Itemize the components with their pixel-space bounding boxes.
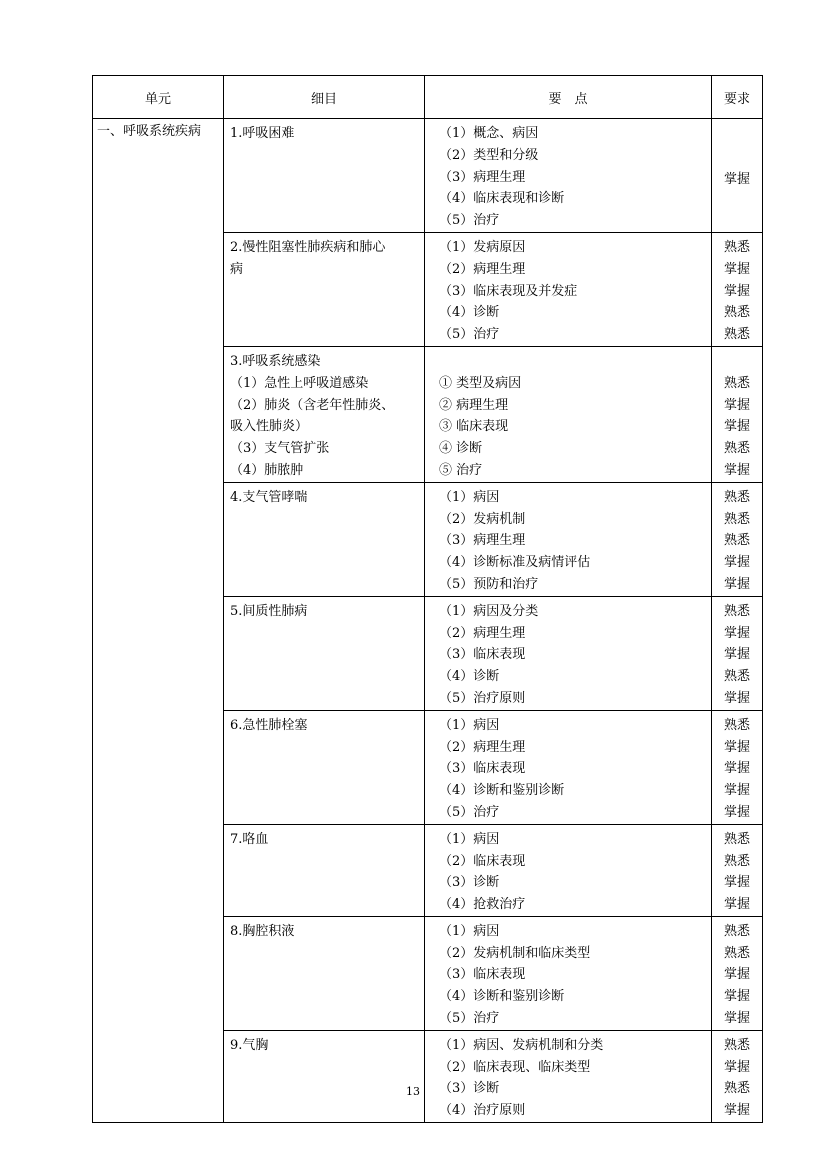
requirement-value: 掌握 [723, 462, 750, 478]
requirement-value: 掌握 [723, 576, 750, 592]
points-cell [425, 824, 712, 916]
requirement-value: 掌握 [723, 1059, 750, 1075]
requirement-cell [712, 482, 763, 596]
item-line: （2）肺炎（含老年性肺炎、 [230, 397, 395, 413]
unit-name: 一、呼吸系统疾病 [97, 124, 202, 139]
requirement-value: 掌握 [723, 261, 750, 277]
requirement-value: 熟悉 [723, 603, 750, 619]
point-line: （3）临床表现 [439, 967, 526, 983]
points-cell [425, 119, 712, 233]
point-line: （4）临床表现和诊断 [439, 191, 565, 207]
requirement-value: 熟悉 [723, 669, 750, 685]
point-line: （3）诊断 [439, 1081, 500, 1097]
header-row [93, 76, 763, 119]
table-row [93, 119, 763, 233]
point-line: （3）病理生理 [439, 169, 526, 185]
point-line: （2）病理生理 [439, 739, 526, 755]
item-cell [224, 119, 425, 233]
syllabus-table [92, 75, 763, 1123]
point-line [439, 351, 711, 373]
requirement-cell [712, 119, 763, 233]
requirement-value: 熟悉 [723, 1081, 750, 1097]
point-line: （2）病理生理 [439, 625, 526, 641]
requirement-value: 熟悉 [723, 511, 750, 527]
requirement-value: 掌握 [723, 967, 750, 983]
requirement-value: 掌握 [723, 989, 750, 1005]
item-line: 9.气胸 [230, 1037, 269, 1053]
requirement-value: 熟悉 [723, 533, 750, 549]
item-cell [224, 710, 425, 824]
item-cell [224, 824, 425, 916]
point-line: （4）诊断 [439, 305, 500, 321]
points-cell [425, 596, 712, 710]
requirement-cell [712, 346, 763, 482]
point-line: （4）诊断标准及病情评估 [439, 555, 591, 571]
point-line: （1）病因 [439, 717, 500, 733]
point-line: （4）抢救治疗 [439, 897, 526, 913]
item-cell [224, 346, 425, 482]
requirement-cell [712, 710, 763, 824]
requirement-value: 掌握 [723, 1103, 750, 1119]
unit-cell [93, 119, 224, 1123]
item-line: 7.咯血 [230, 831, 269, 847]
point-line: ① 类型及病因 [439, 375, 522, 391]
requirement-cell [712, 916, 763, 1030]
point-line: （5）治疗原则 [439, 690, 526, 706]
header-requirement: 要求 [712, 76, 763, 119]
item-line: （3）支气管扩张 [230, 441, 330, 457]
requirement-value: 掌握 [723, 283, 750, 299]
point-line: ③ 临床表现 [439, 419, 509, 435]
requirement-value: 熟悉 [723, 923, 750, 939]
item-cell [224, 232, 425, 346]
requirement-cell [712, 1030, 763, 1122]
header-point: 要 点 [425, 76, 712, 119]
requirement-value: 掌握 [723, 171, 750, 187]
point-line: （2）发病机制和临床类型 [439, 945, 591, 961]
requirement-value: 熟悉 [723, 945, 750, 961]
point-line: （2）临床表现 [439, 853, 526, 869]
requirement-value: 掌握 [723, 897, 750, 913]
item-line: （1）急性上呼吸道感染 [230, 375, 369, 391]
point-line: （5）治疗 [439, 327, 500, 343]
requirement-value: 熟悉 [723, 853, 750, 869]
point-line: （2）病理生理 [439, 261, 526, 277]
header-item: 细目 [224, 76, 425, 119]
item-line: 4.支气管哮喘 [230, 489, 308, 505]
requirement-value: 熟悉 [723, 305, 750, 321]
point-line: （3）病理生理 [439, 533, 526, 549]
point-line: （5）治疗 [439, 1011, 500, 1027]
point-line: （5）治疗 [439, 804, 500, 820]
requirement-value: 掌握 [723, 761, 750, 777]
point-line: （1）病因 [439, 923, 500, 939]
point-line: （4）诊断和鉴别诊断 [439, 783, 565, 799]
requirement-value: 掌握 [723, 804, 750, 820]
item-cell [224, 1030, 425, 1122]
points-cell [425, 710, 712, 824]
point-line: ④ 诊断 [439, 441, 483, 457]
item-line: 3.呼吸系统感染 [230, 353, 321, 369]
requirement-value: 掌握 [723, 783, 750, 799]
point-line: （2）临床表现、临床类型 [439, 1059, 591, 1075]
requirement-cell [712, 596, 763, 710]
item-line: 8.胸腔积液 [230, 923, 295, 939]
point-line: （1）病因 [439, 489, 500, 505]
header-unit: 单元 [93, 76, 224, 119]
point-line: （3）诊断 [439, 875, 500, 891]
points-cell [425, 346, 712, 482]
item-line: 吸入性肺炎） [230, 419, 309, 435]
item-cell [224, 596, 425, 710]
point-line: （3）临床表现 [439, 761, 526, 777]
points-cell [425, 916, 712, 1030]
item-line: （4）肺脓肿 [230, 462, 304, 478]
point-line: （1）病因及分类 [439, 603, 539, 619]
point-line: （2）发病机制 [439, 511, 526, 527]
requirement-value: 掌握 [723, 555, 750, 571]
item-line: 1.呼吸困难 [230, 126, 295, 141]
point-line: （3）临床表现及并发症 [439, 283, 578, 299]
page-number: 13 [406, 1085, 420, 1098]
item-line: 病 [230, 261, 244, 277]
requirement-value: 掌握 [723, 397, 750, 413]
requirement-value: 熟悉 [723, 1037, 750, 1053]
requirement-value: 掌握 [723, 690, 750, 706]
point-line: （1）病因 [439, 831, 500, 847]
requirement-value: 熟悉 [723, 489, 750, 505]
item-line: 6.急性肺栓塞 [230, 717, 308, 733]
point-line: （1）发病原因 [439, 239, 526, 255]
point-line: （4）诊断 [439, 669, 500, 685]
table-body [93, 119, 763, 1123]
requirement-value: 掌握 [723, 739, 750, 755]
requirement-value: 掌握 [723, 875, 750, 891]
point-line: （1）病因、发病机制和分类 [439, 1037, 604, 1053]
requirement-value: 掌握 [723, 1011, 750, 1027]
point-line: （4）治疗原则 [439, 1103, 526, 1119]
point-line: （3）临床表现 [439, 647, 526, 663]
requirement-cell [712, 232, 763, 346]
points-cell [425, 232, 712, 346]
point-line: （5）预防和治疗 [439, 576, 539, 592]
point-line: （2）类型和分级 [439, 147, 539, 163]
requirement-value: 熟悉 [723, 327, 750, 343]
item-cell [224, 482, 425, 596]
requirement-value: 熟悉 [723, 831, 750, 847]
points-cell [425, 482, 712, 596]
requirement-value: 掌握 [723, 647, 750, 663]
requirement-value: 熟悉 [723, 441, 750, 457]
requirement-cell [712, 824, 763, 916]
requirement-value: 掌握 [723, 625, 750, 641]
item-line: 5.间质性肺病 [230, 603, 308, 619]
requirement-value: 熟悉 [723, 717, 750, 733]
point-line: ⑤ 治疗 [439, 462, 483, 478]
point-line: （5）治疗 [439, 213, 500, 229]
item-cell [224, 916, 425, 1030]
point-line: （4）诊断和鉴别诊断 [439, 989, 565, 1005]
requirement-value: 熟悉 [723, 375, 750, 391]
requirement-value: 熟悉 [723, 239, 750, 255]
requirement-value [712, 351, 762, 373]
point-line: ② 病理生理 [439, 397, 509, 413]
requirement-value: 掌握 [723, 419, 750, 435]
item-line: 2.慢性阻塞性肺疾病和肺心 [230, 239, 386, 255]
points-cell [425, 1030, 712, 1122]
point-line: （1）概念、病因 [439, 126, 539, 141]
